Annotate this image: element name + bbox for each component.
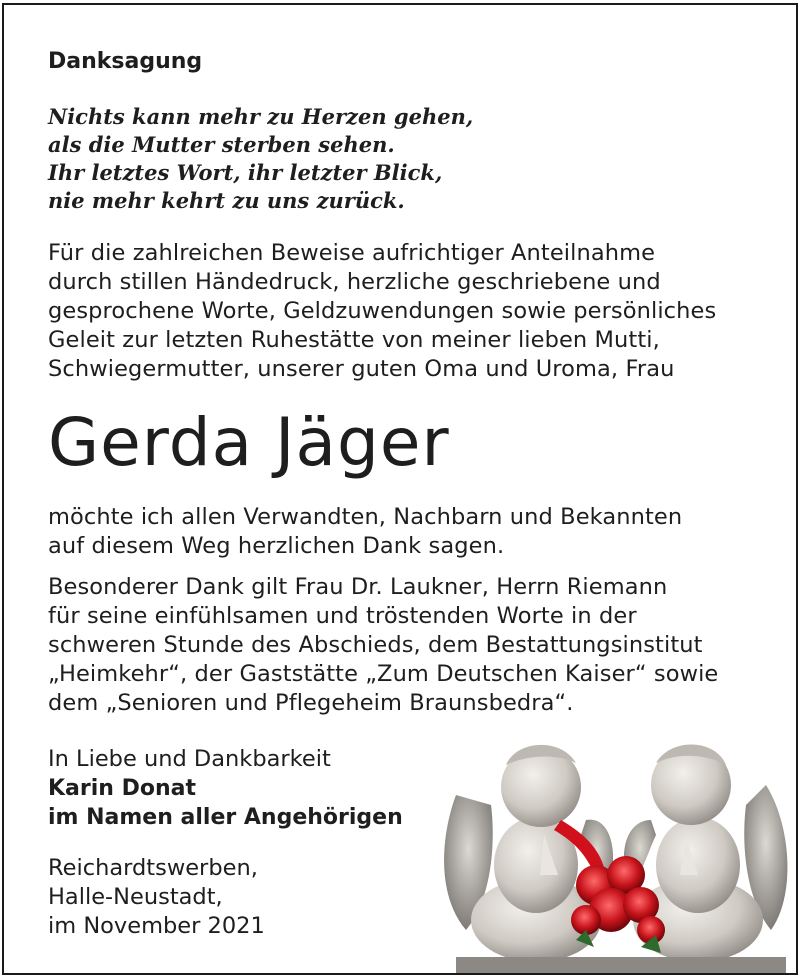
- poem-line: als die Mutter sterben sehen.: [48, 132, 395, 157]
- poem: [48, 103, 473, 215]
- deceased-name: Gerda Jäger: [48, 404, 450, 481]
- poem-line: Nichts kann mehr zu Herzen gehen,: [48, 104, 474, 129]
- closing-line: In Liebe und Dankbarkeit: [48, 746, 331, 772]
- place-date: Reichardtswerben, Halle-Neustadt, im November 2021: [48, 855, 265, 939]
- poem-line: Ihr letztes Wort, ihr letzter Blick,: [48, 160, 443, 185]
- poem-line: nie mehr kehrt zu uns zurück.: [48, 188, 405, 213]
- special-thanks-paragraph: Besonderer Dank gilt Frau Dr. Laukner, Herrn Riemann für seine einfühlsamen und tröstenden Worte in der schweren Stunde des Abschieds, dem Bestattungsinstitut „Heimkehr“, der Gaststätte „Zum Deutschen Kaiser“ sowie dem „Senioren und Pflegeheim Braunsbedra“.: [48, 574, 719, 716]
- thanks-paragraph: möchte ich allen Verwandten, Nachbarn und Bekannten auf diesem Weg herzlichen Dank sagen.: [48, 504, 683, 559]
- signatory: Karin Donat im Namen aller Angehörigen: [48, 776, 403, 830]
- praying-cherubs-icon: [436, 725, 796, 975]
- intro-paragraph: Für die zahlreichen Beweise aufrichtiger Anteilnahme durch stillen Händedruck, herzliche geschriebene und gesprochene Worte, Geldzuwendungen sowie persönliches Geleit zur letzten Ruhestätte von meiner lieben Mutti, Schwiegermutter, unserer guten Oma und Uroma, Frau: [48, 240, 717, 382]
- heading: Danksagung: [48, 49, 203, 74]
- obituary-card: [2, 3, 798, 975]
